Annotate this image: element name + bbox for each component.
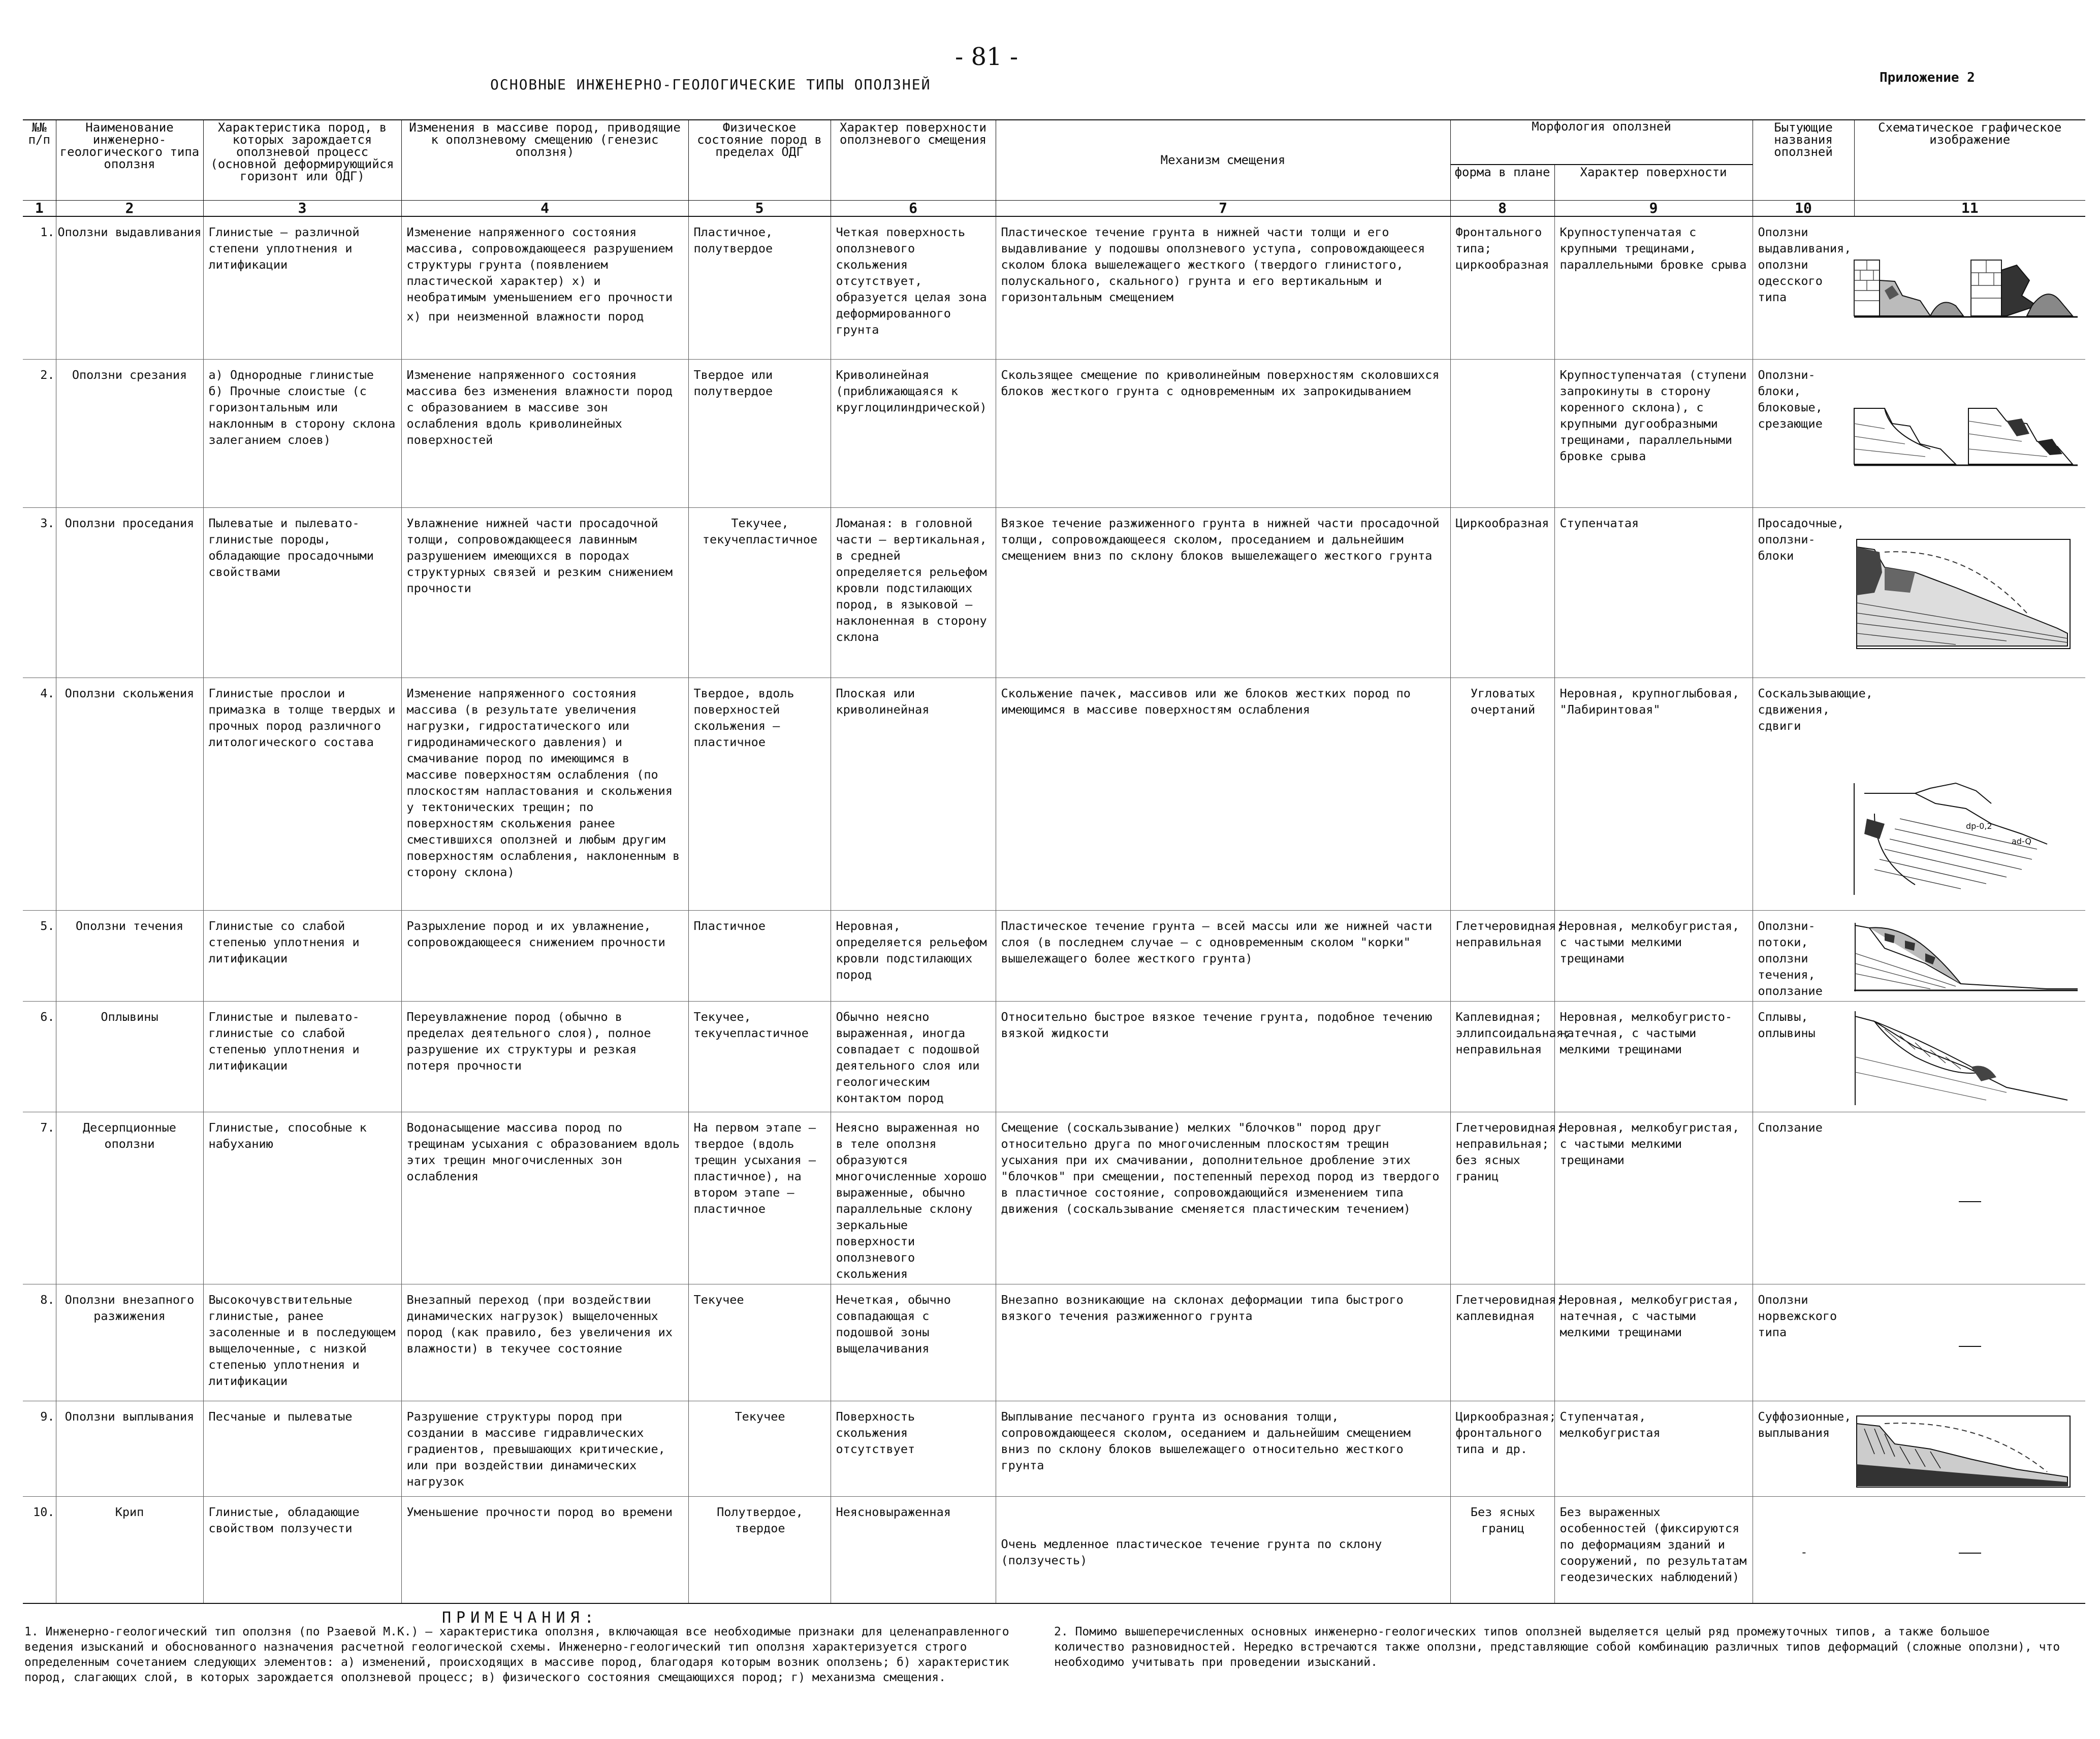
plan-form: Без ясных границ xyxy=(1450,1497,1554,1603)
row-number: 8. xyxy=(23,1284,56,1401)
rock-characteristics: а) Однородные глинистые б) Прочные слоистые (с горизонтальным или наклонным в сторону склона залеганием слоев) xyxy=(203,360,401,508)
plan-form: Глетчеровидная; неправильная xyxy=(1450,911,1554,1002)
plan-form: Каплевидная; эллипсоидальная; неправильная xyxy=(1450,1002,1554,1112)
type-name: Крип xyxy=(56,1497,203,1603)
type-name: Оползни выплывания xyxy=(56,1401,203,1497)
rock-characteristics: Пылеватые и пылевато-глинистые породы, обладающие просадочными свойствами xyxy=(203,508,401,678)
column-numbers-row xyxy=(23,200,2085,216)
mechanism: Скольжение пачек, массивов или же блоков жестких пород по имеющимся в массиве поверхностям ослабления xyxy=(996,678,1450,911)
changes: Увлажнение нижней части просадочной толщи, сопровождающееся лавинным разрушением имеющихся в породах структурных связей и резким снижением прочности xyxy=(401,508,688,678)
col-number: 5 xyxy=(688,200,831,216)
mechanism: Внезапно возникающие на склонах деформации типа быстрого вязкого течения разжиженного грунта xyxy=(996,1284,1450,1401)
changes: Изменение напряженного состояния массива без изменения влажности пород с образованием в массиве зон ослабления вдоль криволинейных поверхностей xyxy=(401,360,688,508)
morph-surface: Неровная, крупноглыбовая, "Лабиринтовая" xyxy=(1554,678,1753,911)
physical-state: Текучее xyxy=(688,1401,831,1497)
physical-state: Твердое, вдоль поверхностей скольжения – пластичное xyxy=(688,678,831,911)
col-number: 8 xyxy=(1450,200,1554,216)
morph-surface: Ступенчатая xyxy=(1554,508,1753,678)
morph-surface: Ступенчатая, мелкобугристая xyxy=(1554,1401,1753,1497)
row-number: 7. xyxy=(23,1112,56,1284)
col-number: 3 xyxy=(203,200,401,216)
col-number: 10 xyxy=(1753,200,1854,216)
schematic-cell xyxy=(1854,1112,2085,1284)
common-names: Просадочные, оползни-блоки xyxy=(1753,508,1854,678)
type-name: Оползни выдавливания xyxy=(56,216,203,360)
plan-form: Циркообразная xyxy=(1450,508,1554,678)
schematic-cell xyxy=(1854,1284,2085,1401)
morph-surface: Неровная, мелкобугристая, с частыми мелкими трещинами xyxy=(1554,911,1753,1002)
table-row xyxy=(23,216,2085,360)
common-names: Оползни-блоки, блоковые, срезающие xyxy=(1753,360,1854,508)
row-number: 1. xyxy=(23,216,56,360)
rock-characteristics: Глинистые и пылевато-глинистые со слабой степенью уплотнения и литификации xyxy=(203,1002,401,1112)
plan-form: Глетчеровидная; неправильная; без ясных границ xyxy=(1450,1112,1554,1284)
changes-cell xyxy=(401,216,688,360)
type-name: Оползни срезания xyxy=(56,360,203,508)
rock-characteristics: Песчаные и пылеватые xyxy=(203,1401,401,1497)
col-number: 9 xyxy=(1554,200,1753,216)
schematic-drawing xyxy=(1854,918,2078,994)
changes-footnote: x) при неизменной влажности пород xyxy=(406,309,644,324)
slip-surface: Обычно неясно выраженная, иногда совпадает с подошвой деятельного слоя или геологическим контактом пород xyxy=(831,1002,996,1112)
table-row xyxy=(23,1002,2085,1112)
schematic-cell xyxy=(1854,216,2085,360)
mechanism: Пластическое течение грунта в нижней части толщи и его выдавливание у подошвы оползневого уступа, сопровождающееся сколом блока вышележащего жесткого (твердого глинистого, полускального, скального) грунта и его вертикальным и горизонтальным смещением xyxy=(996,216,1450,360)
changes-text: Изменение напряженного состояния массива, сопровождающееся разрушением структуры грунта (появлением пластической характер) x) и необратимым уменьшением его прочности xyxy=(406,224,673,304)
schematic-cell xyxy=(1854,678,2085,911)
schematic-cell xyxy=(1854,508,2085,678)
plan-form: Фронтального типа; циркообразная xyxy=(1450,216,1554,360)
changes: Уменьшение прочности пород во времени xyxy=(401,1497,688,1603)
svg-text:dp-0,2: dp-0,2 xyxy=(1966,821,1992,831)
type-name: Оползни проседания xyxy=(56,508,203,678)
common-names: Оползни норвежского типа xyxy=(1753,1284,1854,1401)
physical-state: Пластичное xyxy=(688,911,831,1002)
slip-surface: Ломаная: в головной части – вертикальная, в средней определяется рельефом кровли подстилающих пород, в языковой – наклоненная в сторону склона xyxy=(831,508,996,678)
morph-surface: Крупноступенчатая с крупными трещинами, параллельными бровке срыва xyxy=(1554,216,1753,360)
col-number: 6 xyxy=(831,200,996,216)
rock-characteristics: Глинистые, обладающие свойством ползучести xyxy=(203,1497,401,1603)
type-name: Оползни течения xyxy=(56,911,203,1002)
col-header-slip-surface: Характер поверхности оползневого смещения xyxy=(831,120,996,200)
morph-surface: Без выраженных особенностей (фиксируются по деформациям зданий и сооружений, по результатам геодезических наблюдений) xyxy=(1554,1497,1753,1603)
note-2: 2. Помимо вышеперечисленных основных инженерно-геологических типов оползней выделяется целый ряд промежуточных типов, а также большое количество разновидностей. Нередко встречаются также оползни, представляющие собой комбинацию различных типов деформаций (сложные оползни), что необходимо учитывать при проведении изысканий. xyxy=(1054,1625,2060,1669)
schematic-cell xyxy=(1854,1002,2085,1112)
table-row xyxy=(23,508,2085,678)
row-number: 4. xyxy=(23,678,56,911)
rock-characteristics: Глинистые – различной степени уплотнения и литификации xyxy=(203,216,401,360)
slip-surface: Плоская или криволинейная xyxy=(831,678,996,911)
plan-form: Циркообразная; фронтального типа и др. xyxy=(1450,1401,1554,1497)
schematic-cell xyxy=(1854,360,2085,508)
mechanism: Вязкое течение разжиженного грунта в нижней части просадочной толщи, сопровождающееся сколом, проседанием и дальнейшим смещением вниз по склону блоков вышележащего жесткого грунта xyxy=(996,508,1450,678)
slip-surface: Четкая поверхность оползневого скольжения отсутствует, образуется целая зона деформированного грунта xyxy=(831,216,996,360)
mechanism: Скользящее смещение по криволинейным поверхностям сколовшихся блоков жесткого грунта с одновременным их запрокидыванием xyxy=(996,360,1450,508)
mechanism: Пластическое течение грунта – всей массы или же нижней части слоя (в последнем случае – с одновременным сколом "корки" вышележащего более жесткого грунта) xyxy=(996,911,1450,1002)
col-header-surface-character: Характер поверхности xyxy=(1554,165,1753,200)
mechanism: Относительно быстрое вязкое течение грунта, подобное течению вязкой жидкости xyxy=(996,1002,1450,1112)
table-row xyxy=(23,1401,2085,1497)
changes: Разрушение структуры пород при создании в массиве гидравлических градиентов, превышающих критические, или при воздействии динамических нагрузок xyxy=(401,1401,688,1497)
col-header-rock: Характеристика пород, в которых зарождается оползневой процесс (основной деформирующийся горизонт или ОДГ) xyxy=(203,120,401,200)
notes-title: ПРИМЕЧАНИЯ: xyxy=(442,1609,599,1627)
col-header-mechanism: Механизм смещения xyxy=(996,120,1450,200)
mechanism: Смещение (соскальзывание) мелких "блочков" пород друг относительно друга по многочисленным плоскостям трещин усыхания при их смачивании, дополнительное дробление этих "блочков" при смещении, постепенный переход пород из твердого в пластичное состояние, сопровождающийся изменением типа движения (соскальзывание сменяется пластическим течением) xyxy=(996,1112,1450,1284)
mechanism: Очень медленное пластическое течение грунта по склону (ползучесть) xyxy=(996,1497,1450,1603)
row-number: 2. xyxy=(23,360,56,508)
common-names: Суффозионные, выплывания xyxy=(1753,1401,1854,1497)
morph-surface: Неровная, мелкобугристая, натечная, с частыми мелкими трещинами xyxy=(1554,1284,1753,1401)
schematic-cell xyxy=(1854,911,2085,1002)
table-row xyxy=(23,1112,2085,1284)
col-header-physical-state: Физическое состояние пород в пределах ОДГ xyxy=(688,120,831,200)
physical-state: Текучее, текучепластичное xyxy=(688,508,831,678)
col-header-changes: Изменения в массиве пород, приводящие к оползневому смещению (генезис оползня) xyxy=(401,120,688,200)
col-number: 4 xyxy=(401,200,688,216)
changes: Разрыхление пород и их увлажнение, сопровождающееся снижением прочности xyxy=(401,911,688,1002)
rock-characteristics: Глинистые прослои и примазка в толще твердых и прочных пород различного литологического состава xyxy=(203,678,401,911)
morph-surface: Крупноступенчатая (ступени запрокинуты в сторону коренного склона), с крупными дугообразными трещинами, параллельными бровке срыва xyxy=(1554,360,1753,508)
slip-surface: Поверхность скольжения отсутствует xyxy=(831,1401,996,1497)
common-names: Оползни-потоки, оползни течения, оползание xyxy=(1753,911,1854,1002)
empty-schematic-dash xyxy=(1959,1553,1981,1554)
appendix-label: Приложение 2 xyxy=(1880,70,1975,85)
physical-state: Текучее, текучепластичное xyxy=(688,1002,831,1112)
schematic-drawing xyxy=(1854,773,2078,900)
rock-characteristics: Высокочувствительные глинистые, ранее засоленные и в последующем выщелоченные, с низкой степенью уплотнения и литификации xyxy=(203,1284,401,1401)
page-number: - 81 - xyxy=(955,43,1019,71)
mechanism: Выплывание песчаного грунта из основания толщи, сопровождающееся сколом, оседанием и дальнейшим смещением вниз по склону блоков вышележащего относительно жесткого грунта xyxy=(996,1401,1450,1497)
slip-surface: Неясновыраженная xyxy=(831,1497,996,1603)
row-number: 9. xyxy=(23,1401,56,1497)
col-number: 1 xyxy=(23,200,56,216)
type-name: Оплывины xyxy=(56,1002,203,1112)
table-row xyxy=(23,678,2085,911)
type-name: Оползни внезапного разжижения xyxy=(56,1284,203,1401)
row-number: 5. xyxy=(23,911,56,1002)
landslide-types-table xyxy=(23,119,2085,1604)
schematic-cell xyxy=(1854,1401,2085,1497)
row-number: 3. xyxy=(23,508,56,678)
rock-characteristics: Глинистые со слабой степенью уплотнения и литификации xyxy=(203,911,401,1002)
col-number: 7 xyxy=(996,200,1450,216)
note-1: 1. Инженерно-геологический тип оползня (по Рзаевой М.К.) – характеристика оползня, включающая все необходимые признаки для целенаправленного ведения изысканий и обоснованного назначения расчетной геологической схемы. Инженерно-геологический тип оползня характеризуется строго определенным сочетанием следующих элементов: а) изменений, происходящих в массиве пород, благодаря которым возник оползень; б) характеристик пород, слагающих слой, в которых зарождается оползневой процесс; в) физического состояния смещающихся пород; г) механизма смещения. xyxy=(24,1625,1009,1684)
physical-state: Пластичное, полутвердое xyxy=(688,216,831,360)
col-header-type-name: Наименование инженерно-геологического типа оползня xyxy=(56,120,203,200)
col-number: 11 xyxy=(1854,200,2085,216)
type-name: Оползни скольжения xyxy=(56,678,203,911)
col-header-morphology: Морфология оползней xyxy=(1450,120,1753,165)
col-header-common-names: Бытующие названия оползней xyxy=(1753,120,1854,200)
changes: Водонасыщение массива пород по трещинам усыхания с образованием вдоль этих трещин многочисленных зон ослабления xyxy=(401,1112,688,1284)
empty-schematic-dash xyxy=(1959,1201,1981,1202)
morph-surface: Неровная, мелкобугристо-натечная, с частыми мелкими трещинами xyxy=(1554,1002,1753,1112)
schematic-cell xyxy=(1854,1497,2085,1603)
slip-surface: Криволинейная (приближающаяся к круглоцилиндрической) xyxy=(831,360,996,508)
col-header-number: №№ п/п xyxy=(23,120,56,200)
svg-text:ad-Q: ad-Q xyxy=(2012,836,2031,846)
col-header-plan-form: форма в плане xyxy=(1450,165,1554,200)
schematic-drawing xyxy=(1854,1006,2078,1108)
rock-characteristics: Глинистые, способные к набуханию xyxy=(203,1112,401,1284)
col-header-schematic: Схематическое графическое изображение xyxy=(1854,120,2085,200)
physical-state: На первом этапе – твердое (вдоль трещин усыхания – пластичное), на втором этапе – пластичное xyxy=(688,1112,831,1284)
common-names: Соскальзывающие, сдвижения, сдвиги xyxy=(1753,678,1854,911)
table-row xyxy=(23,360,2085,508)
row-number: 10. xyxy=(23,1497,56,1603)
schematic-drawing xyxy=(1854,532,2078,654)
slip-surface: Неясно выраженная но в теле оползня образуются многочисленные хорошо выраженные, обычно параллельные склону зеркальные поверхности оползневого скольжения xyxy=(831,1112,996,1284)
schematic-drawing xyxy=(1854,1408,2078,1490)
physical-state: Твердое или полутвердое xyxy=(688,360,831,508)
table-row xyxy=(23,1497,2085,1603)
schematic-drawing xyxy=(1854,250,2078,326)
changes: Изменение напряженного состояния массива (в результате увеличения нагрузки, гидростатического или гидродинамического давления) и смачивание пород по имеющимся в массиве поверхностям ослабления (по плоскостям напластования и скольжения у тектонических трещин; по поверхностям скольжения ранее сместившихся оползней и любым другим поверхностям ослабления, наклоненным в сторону склона) xyxy=(401,678,688,911)
physical-state: Полутвердое, твердое xyxy=(688,1497,831,1603)
physical-state: Текучее xyxy=(688,1284,831,1401)
plan-form xyxy=(1450,360,1554,508)
slip-surface: Неровная, определяется рельефом кровли подстилающих пород xyxy=(831,911,996,1002)
morph-surface: Неровная, мелкобугристая, с частыми мелкими трещинами xyxy=(1554,1112,1753,1284)
row-number: 6. xyxy=(23,1002,56,1112)
table-row xyxy=(23,1284,2085,1401)
common-names: - xyxy=(1753,1497,1854,1603)
schematic-drawing xyxy=(1854,398,2078,469)
plan-form: Угловатых очертаний xyxy=(1450,678,1554,911)
col-number: 2 xyxy=(56,200,203,216)
plan-form: Глетчеровидная; каплевидная xyxy=(1450,1284,1554,1401)
slip-surface: Нечеткая, обычно совпадающая с подошвой зоны выщелачивания xyxy=(831,1284,996,1401)
common-names: Сплывы, оплывины xyxy=(1753,1002,1854,1112)
common-names: Сползание xyxy=(1753,1112,1854,1284)
type-name: Десерпционные оползни xyxy=(56,1112,203,1284)
page-title: ОСНОВНЫЕ ИНЖЕНЕРНО-ГЕОЛОГИЧЕСКИЕ ТИПЫ ОПОЛЗНЕЙ xyxy=(490,76,931,93)
changes: Переувлажнение пород (обычно в пределах деятельного слоя), полное разрушение их структуры и резкая потеря прочности xyxy=(401,1002,688,1112)
changes: Внезапный переход (при воздействии динамических нагрузок) выщелоченных пород (как правило, без увеличения их влажности) в текучее состояние xyxy=(401,1284,688,1401)
common-names: Оползни выдавливания, оползни одесского типа xyxy=(1753,216,1854,360)
empty-schematic-dash xyxy=(1959,1346,1981,1347)
table-row xyxy=(23,911,2085,1002)
